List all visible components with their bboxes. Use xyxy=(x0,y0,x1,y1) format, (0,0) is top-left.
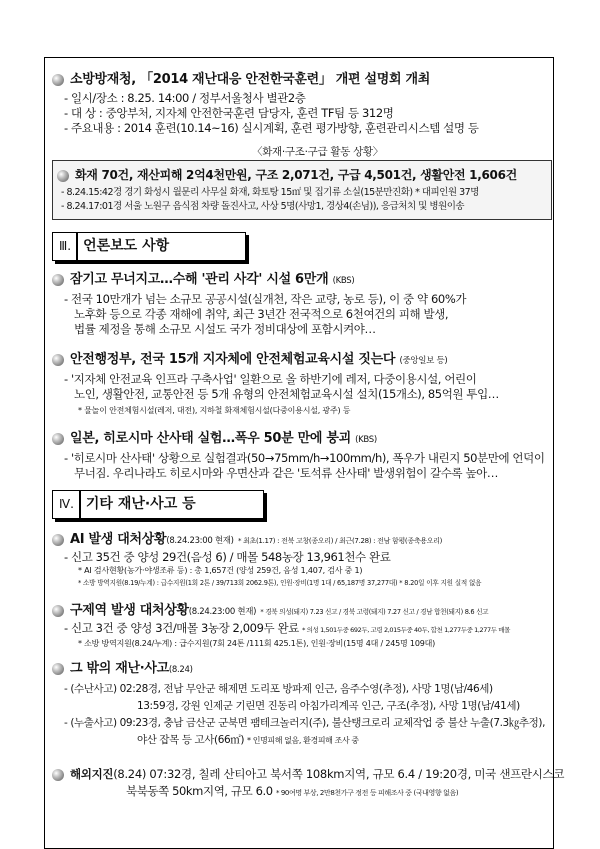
news-line: 법률 제정을 통해 소규모 시설도 국가 정비대상에 포함시켜야… xyxy=(74,322,376,336)
news-line: - 전국 10만개가 넘는 소규모 공공시설(실개천, 작은 교량, 농로 등), 이 중 약 60%가 xyxy=(64,292,467,306)
leak-note: * 인명피해 없음, 환경피해 조사 중 xyxy=(247,736,359,745)
news-source: (중앙일보 등) xyxy=(399,356,448,366)
news-line: - '지자체 안전교육 인프라 구축사업' 일환으로 올 하반기에 레저, 다중이용시설, 어린이 xyxy=(64,372,477,386)
fire-item: - 8.24.15:42경 경기 화성시 월문리 사무실 화재, 화토탕 15㎡ 및 집기류 소실(15분만진화) * 대피인원 37명 xyxy=(61,187,479,198)
fmd-date: (8.24.23:00 현재) xyxy=(188,607,257,617)
meeting-block xyxy=(52,68,550,136)
ai-note: * AI 검사현황(농가·야생조류 등) : 총 1,657건 (양성 259건, 음성 1,407, 검사 중 1) xyxy=(78,566,363,575)
news-line: 노인, 생활안전, 교통안전 등 5개 유형의 안전체험교육시설 설치(15개소), 85억원 투입… xyxy=(74,387,499,401)
fmd-line xyxy=(52,621,550,638)
bullet-icon xyxy=(52,74,64,86)
other-date: (8.24) xyxy=(168,665,193,675)
news-heading xyxy=(52,348,550,367)
fmd-line-note: * 의성 1,501두중 692두, 고령 2,015두중 40두, 합천 1,277두중 1,277두 매몰 xyxy=(302,626,511,634)
bullet-icon xyxy=(52,769,64,781)
news-source: (KBS) xyxy=(355,435,377,445)
other-title: 그 밖의 재난·사고 xyxy=(70,661,169,676)
quake-note: * 90여명 부상, 2만8천가구 정전 등 피해조사 중 (국내영향 없음) xyxy=(275,789,459,797)
news-note: * 물놀이 안전체험시설(레저, 대전), 지하철 화재체험시설(다중이용시설, 광주) 등 xyxy=(78,406,351,415)
fire-summary: 화재 70건, 재산피해 2억4천만원, 구조 2,071건, 구급 4,501건, 생활안전 1,606건 xyxy=(75,168,517,182)
meeting-heading xyxy=(52,68,550,87)
news-line: 무너짐. 우리나라도 히로시마와 우면산과 같은 '토석류 산사태' 발생위험이 갈수록 높아… xyxy=(74,466,498,480)
news-line: - '히로시마 산사태' 상황으로 실험결과(50→75mm/h→100mm/h), 폭우가 내린지 50분만에 언덕이 xyxy=(64,451,545,465)
quake-line1: (8.24) 07:32경, 칠레 산티아고 북서쪽 108km지역, 규모 6.4 / 19:20경, 미국 샌프란시스코 xyxy=(113,767,565,781)
news-source: (KBS) xyxy=(332,276,355,286)
news-item xyxy=(52,348,550,417)
section-title: 기타 재난·사고 등 xyxy=(85,496,196,512)
bullet-icon xyxy=(52,534,64,546)
fire-box xyxy=(52,160,552,220)
fmd-line-text: - 신고 3건 중 양성 3건/매몰 3농장 2,009두 완료 xyxy=(64,621,299,635)
meeting-title: 소방방재청, 「2014 재난대응 안전한국훈련」 개편 설명회 개최 xyxy=(70,72,431,87)
section-number: Ⅳ. xyxy=(59,491,81,518)
quake-title: 해외지진 xyxy=(70,767,114,781)
ai-heading xyxy=(52,528,550,547)
fmd-note: * 소방 방역지원(8.24/누계) : 급수지원(7회 24톤 /111회 425.1톤), 인원·장비(15명 4대 / 245명 109대) xyxy=(78,639,436,648)
fire-summary-line xyxy=(57,166,551,183)
meeting-item: - 일시/장소 : 8.25. 14:00 / 정부서울청사 별관2층 xyxy=(64,91,306,105)
news-item xyxy=(52,268,550,337)
ai-block xyxy=(52,528,550,589)
fmd-heading xyxy=(52,599,550,618)
bullet-icon xyxy=(57,170,69,182)
other-line: - (누출사고) 09:23경, 충남 금산군 군북면 팸테크놀러지(주), 불산탱크로리 교체작업 중 불산 누출(7.3㎏추정), xyxy=(64,717,546,729)
ai-line: - 신고 35건 중 양성 29건(음성 6) / 매몰 548농장 13,961천수 완료 xyxy=(64,550,391,564)
meeting-item: - 대 상 : 중앙부처, 지자체 안전한국훈련 담당자, 훈련 TF팀 등 312명 xyxy=(64,106,394,120)
other-heading xyxy=(52,657,550,676)
quake-heading xyxy=(52,766,565,782)
meeting-item: - 주요내용 : 2014 훈련(10.14~16) 실시계획, 훈련 평가방향, 훈련관리시스템 설명 등 xyxy=(64,121,479,135)
bullet-icon xyxy=(52,433,64,445)
quake-line2: 북북동쪽 50km지역, 규모 6.0 xyxy=(126,784,273,798)
news-title: 일본, 히로시마 산사태 실험…폭우 50분 만에 붕괴 xyxy=(70,431,351,446)
news-line: 노후화 등으로 각종 재해에 취약, 최근 3년간 전국적으로 6천여건의 피해 발생, xyxy=(74,307,449,321)
news-title: 안전행정부, 전국 15개 지자체에 안전체험교육시설 짓는다 xyxy=(70,352,396,367)
bullet-icon xyxy=(52,274,64,286)
news-heading xyxy=(52,268,550,287)
section-heading-3 xyxy=(52,232,246,261)
other-block xyxy=(52,657,550,749)
news-heading xyxy=(52,427,550,446)
fmd-note-top: * 경북 의성(돼지) 7.23 신고 / 경북 고령(돼지) 7.27 신고 / 경남 합천(돼지) 8.6 신고 xyxy=(260,608,489,616)
ai-date: (8.24.23:00 현재) xyxy=(166,536,234,546)
fire-item: - 8.24.17:01경 서울 노원구 음식점 차량 돌진사고, 사상 5명(사망1, 경상4(손님)), 응급처치 및 병원이송 xyxy=(61,201,465,212)
ai-note-top: * 최초(1.17) : 전북 고창(종오리) / 최근(7.28) : 전남 함평(종축용오리) xyxy=(237,537,443,545)
ai-title: AI 발생 대처상황 xyxy=(70,532,167,547)
section-title: 언론보도 사항 xyxy=(83,238,170,254)
other-line-text: 야산 잡목 등 고사(66㎡) xyxy=(137,734,245,746)
other-line: 13:59경, 강원 인제군 기린면 진동리 아침가리계곡 인근, 구조(추정), 사망 1명(남/41세) xyxy=(137,700,520,712)
bullet-icon xyxy=(52,605,64,617)
bullet-icon xyxy=(52,663,64,675)
quake-block xyxy=(52,766,565,801)
other-line xyxy=(52,732,550,749)
bullet-icon xyxy=(52,354,64,366)
section-number: Ⅲ. xyxy=(59,233,78,260)
fmd-block xyxy=(52,599,550,650)
fire-section-title: 〈화재·구조·구급 활동 상황〉 xyxy=(252,146,383,158)
news-title: 잠기고 무너지고…수해 '관리 사각' 시설 6만개 xyxy=(70,272,329,287)
quake-line xyxy=(52,784,550,801)
fmd-title: 구제역 발생 대처상황 xyxy=(70,603,189,618)
other-line: - (수난사고) 02:28경, 전남 무안군 해제면 도리포 방파제 인근, 음주수영(추정), 사망 1명(남/46세) xyxy=(64,683,493,695)
section-heading-4 xyxy=(52,490,264,519)
ai-note: * 소방 방역지원(8.19/누계) : 급수지원(1회 2톤 / 39/713회 2062.9톤), 인원·장비(1명 1대 / 65,187명 37,277대) * 8.20일 이후 지원 실적 없음 xyxy=(78,579,482,587)
news-item xyxy=(52,427,550,481)
